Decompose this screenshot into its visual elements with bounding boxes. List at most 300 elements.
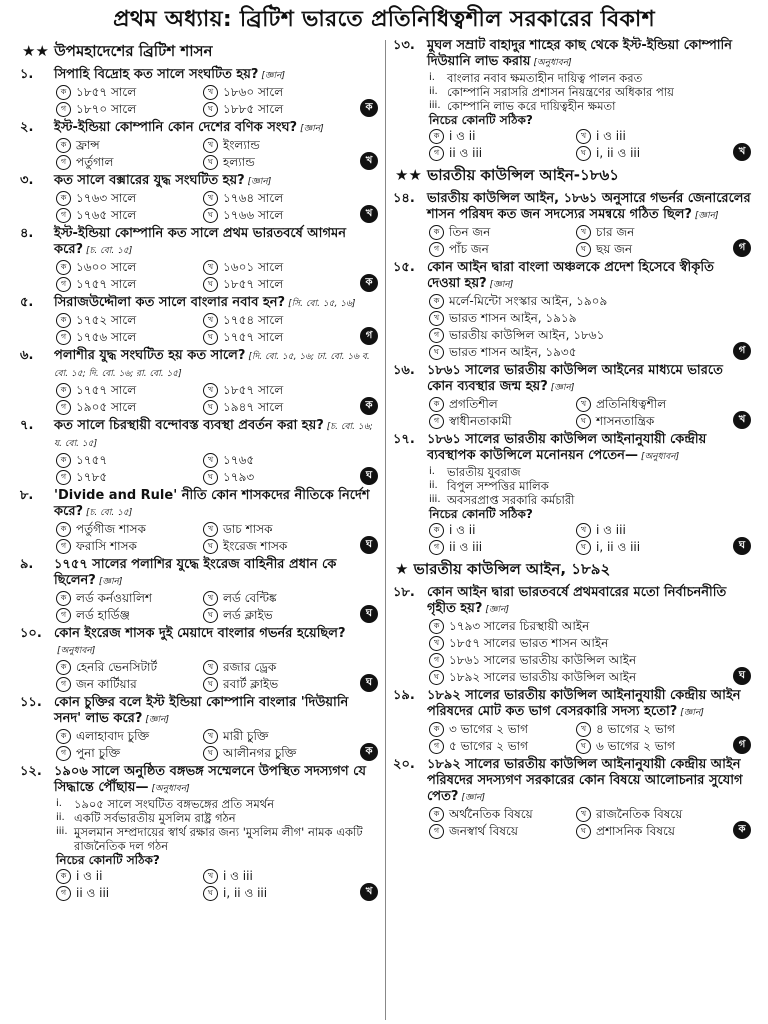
- question: [20, 173, 378, 223]
- question-number: ১৬.: [393, 363, 415, 378]
- option-letter: খ: [203, 191, 218, 206]
- question-row: [20, 120, 378, 137]
- question-row: [393, 757, 751, 806]
- statement-text: কোম্পানি লাভ করে দায়িত্বহীন ক্ষমতা: [447, 99, 616, 113]
- question-number: ৩.: [20, 173, 34, 188]
- option: [203, 885, 350, 901]
- option: [203, 137, 350, 153]
- question-number: ৪.: [20, 226, 34, 241]
- question-number: ১৭.: [393, 432, 415, 447]
- option: [203, 728, 350, 744]
- answer-badge: ঘ: [360, 605, 378, 623]
- option-text: লর্ড ক্লাইভ: [223, 608, 273, 622]
- option: [56, 469, 203, 485]
- option-letter: গ: [429, 540, 444, 555]
- option-letter: ক: [56, 591, 71, 606]
- option-letter: ঘ: [203, 277, 218, 292]
- option-text: ভারত শাসন আইন, ১৯৩৫: [449, 345, 577, 359]
- option-letter: ঘ: [203, 208, 218, 223]
- statement: [56, 825, 378, 853]
- option-letter: গ: [56, 400, 71, 415]
- option: [203, 154, 350, 170]
- option-text: ১৮৫৭ সালের ভারত শাসন আইন: [449, 636, 609, 650]
- option-letter: খ: [203, 383, 218, 398]
- question-stem: কত সালে বক্সারের যুদ্ধ সংঘটিত হয়?: [54, 173, 245, 188]
- question-prompt: নিচের কোনটি সঠিক?: [429, 113, 533, 127]
- section-heading: ★★ উপমহাদেশের ব্রিটিশ শাসন: [22, 42, 213, 60]
- option: [56, 590, 203, 606]
- option: [203, 259, 350, 275]
- option: [203, 207, 350, 223]
- question-stem: পলাশীর যুদ্ধ সংঘটিত হয় কত সালে?: [54, 348, 246, 363]
- option: [203, 84, 350, 100]
- option-letter: খ: [203, 522, 218, 537]
- question-row: [20, 226, 378, 259]
- option-text: ১৭৯৩: [223, 470, 255, 484]
- option-letter: খ: [429, 636, 444, 651]
- question-tag: [জ্ঞান]: [145, 715, 169, 725]
- option: [203, 452, 350, 468]
- question-text: [427, 688, 751, 721]
- option-text: পুনা চুক্তি: [76, 746, 121, 760]
- question-tag: [দি. বো. ১৫, ১৬; ঢা. বো. ১৬ ব. বো. ১৫; দি. বো. ১৬; রা. বো. ১৫]: [54, 352, 370, 379]
- option: [576, 128, 723, 144]
- option-text: ১৯৪৭ সালে: [223, 400, 284, 414]
- option: [203, 101, 350, 117]
- answer-badge: ঘ: [733, 667, 751, 685]
- option-text: ১৭৬৫ সালে: [76, 208, 137, 222]
- statement-list: [56, 797, 378, 853]
- question-tag: [চ. বো. ১৫]: [86, 508, 133, 518]
- question-row: [20, 626, 378, 659]
- option-text: লর্ড বেন্টিঙ্ক: [223, 591, 277, 605]
- option: [429, 310, 723, 326]
- option-letter: ক: [429, 225, 444, 240]
- option: [203, 382, 350, 398]
- question-text: [54, 418, 378, 452]
- option-text: i ও ii: [76, 869, 103, 883]
- question-row: [20, 348, 378, 382]
- option: [56, 676, 203, 692]
- option: [56, 190, 203, 206]
- option-text: ১৯০৫ সালে: [76, 400, 137, 414]
- question-text: [54, 120, 378, 137]
- question-row: [20, 488, 378, 521]
- option-text: ইংল্যান্ড: [223, 138, 260, 152]
- option-letter: খ: [576, 225, 591, 240]
- question-stem: ইস্ট-ইন্ডিয়া কোম্পানি কত সালে প্রথম ভারতবর্ষে আগমন করে?: [54, 226, 346, 257]
- option-text: i ও iii: [596, 129, 626, 143]
- statement-number: iii.: [429, 100, 441, 111]
- question-row: [20, 418, 378, 452]
- answer-badge: ক: [360, 743, 378, 761]
- option-text: পাঁচ জন: [449, 242, 489, 256]
- question-stem: কোন চুক্তির বলে ইস্ট ইন্ডিয়া কোম্পানি বাংলার 'দিউয়ানি সনদ' লাভ করে?: [54, 695, 349, 726]
- option: [203, 190, 350, 206]
- option-text: অর্থনৈতিক বিষয়ে: [449, 807, 533, 821]
- option-letter: গ: [56, 886, 71, 901]
- section-heading: ★ ভারতীয় কাউন্সিল আইন, ১৮৯২: [395, 560, 611, 578]
- option-text: ফরাসি শাসক: [76, 539, 137, 553]
- question: [20, 348, 378, 415]
- question: [20, 557, 378, 623]
- question-text: [54, 626, 378, 659]
- question-text: [427, 757, 751, 806]
- question-number: ৮.: [20, 488, 34, 503]
- question-stem: ১৮৬১ সালের ভারতীয় কাউন্সিল আইনানুযায়ী কেন্দ্রীয় ব্যবস্থাপক কাউন্সিলে মনোনয়ন পেতেন—: [427, 432, 707, 463]
- option-letter: ক: [56, 138, 71, 153]
- question-number: ১৯.: [393, 688, 415, 703]
- option-list: [56, 190, 350, 223]
- option-letter: গ: [429, 653, 444, 668]
- option-letter: গ: [56, 470, 71, 485]
- option-text: ১৭৯৩ সালের চিরস্থায়ী আইন: [449, 619, 590, 633]
- option: [203, 590, 350, 606]
- option-letter: খ: [203, 85, 218, 100]
- statement-text: অবসরপ্রাপ্ত সরকারি কর্মচারী: [447, 493, 575, 507]
- question-stem: ১৯০৬ সালে অনুষ্ঠিত বঙ্গভঙ্গ সম্মেলনে উপস্থিত সদস্যগণ যে সিদ্ধান্তে পৌঁছায়—: [54, 764, 366, 795]
- answer-badge: খ: [360, 205, 378, 223]
- option-text: ১৬০১ সালে: [223, 260, 284, 274]
- option-text: ফ্রান্স: [76, 138, 100, 152]
- statement: [429, 71, 751, 85]
- option: [576, 145, 723, 161]
- question-text: [427, 363, 751, 396]
- question-stem: ১৮৯২ সালের ভারতীয় কাউন্সিল আইনানুযায়ী কেন্দ্রীয় আইন পরিষদের সদস্যগণ সরকারের কোন বিষয়ে আলোচনার সুযোগ পেত?: [427, 757, 743, 804]
- option-letter: গ: [56, 155, 71, 170]
- question: [393, 191, 751, 257]
- question-tag: [জ্ঞান]: [261, 71, 286, 81]
- question-row: [393, 688, 751, 721]
- statement-list: [429, 465, 751, 507]
- option: [56, 207, 203, 223]
- question-row: [20, 295, 378, 312]
- option-letter: ক: [56, 313, 71, 328]
- option-letter: ঘ: [576, 414, 591, 429]
- option: [203, 312, 350, 328]
- option-letter: ক: [56, 191, 71, 206]
- answer-badge: ঘ: [733, 537, 751, 555]
- option-text: ১৭৬৬ সালে: [223, 208, 284, 222]
- statement-number: iii.: [429, 494, 441, 505]
- column-divider: [385, 40, 386, 1020]
- option-text: লর্ড কর্নওয়ালিশ: [76, 591, 153, 605]
- option-list: [56, 259, 350, 292]
- answer-badge: খ: [360, 883, 378, 901]
- option-text: জন কার্টিয়ার: [76, 677, 137, 691]
- answer-badge: ঘ: [360, 467, 378, 485]
- option: [429, 396, 576, 412]
- option-letter: গ: [429, 242, 444, 257]
- statement: [429, 493, 751, 507]
- option-letter: ঘ: [576, 146, 591, 161]
- option-text: এলাহাবাদ চুক্তি: [76, 729, 150, 743]
- question: [393, 757, 751, 839]
- answer-badge: ক: [360, 99, 378, 117]
- option-letter: ক: [56, 660, 71, 675]
- option: [429, 327, 723, 343]
- option-text: ১৮৭০ সালে: [76, 102, 137, 116]
- question-row: [393, 432, 751, 465]
- question-row: [393, 191, 751, 224]
- question-row: [20, 67, 378, 84]
- option-letter: ঘ: [203, 400, 218, 415]
- question: [393, 260, 751, 360]
- question-text: [427, 38, 751, 71]
- question-number: ১৪.: [393, 191, 415, 206]
- option-list: [56, 382, 350, 415]
- question-tag: [চ. বো. ১৬; য. বো. ১৫]: [54, 422, 373, 449]
- option-list: [56, 137, 350, 170]
- question-text: [54, 226, 378, 259]
- option-list: [56, 659, 350, 692]
- section-heading: ★★ ভারতীয় কাউন্সিল আইন-১৮৬১: [395, 166, 619, 184]
- option: [203, 399, 350, 415]
- question-tag: [জ্ঞান]: [680, 708, 704, 718]
- question-row: [20, 764, 378, 797]
- option-text: স্বাধীনতাকামী: [449, 414, 512, 428]
- option-text: ৩ ভাগের ২ ভাগ: [449, 722, 529, 736]
- option: [203, 469, 350, 485]
- option-letter: ক: [429, 129, 444, 144]
- statement: [429, 465, 751, 479]
- question: [20, 626, 378, 692]
- option-text: প্রতিনিধিত্বশীল: [596, 397, 667, 411]
- question-tag: [অনুধাবন]: [57, 646, 96, 656]
- answer-badge: খ: [733, 143, 751, 161]
- option-text: ৫ ভাগের ২ ভাগ: [449, 739, 529, 753]
- option: [429, 823, 576, 839]
- option: [576, 539, 723, 555]
- option-letter: খ: [203, 729, 218, 744]
- option-letter: ক: [56, 729, 71, 744]
- answer-badge: ক: [733, 821, 751, 839]
- option: [56, 399, 203, 415]
- option-text: মর্লে-মিন্টো সংস্কার আইন, ১৯০৯: [449, 294, 608, 308]
- option: [576, 522, 723, 538]
- question-text: [427, 585, 751, 618]
- option-letter: ক: [429, 294, 444, 309]
- question-stem: সিপাহি বিদ্রোহ কত সালে সংঘটিত হয়?: [54, 67, 259, 82]
- question-tag: [অনুধাবন]: [640, 452, 680, 462]
- option-text: ১৭৫৬ সালে: [76, 330, 137, 344]
- question-number: ১৮.: [393, 585, 415, 600]
- question-tag: [জ্ঞান]: [300, 124, 324, 134]
- option: [56, 276, 203, 292]
- option-letter: গ: [429, 824, 444, 839]
- question-number: ২.: [20, 120, 34, 135]
- option-text: i ও ii: [449, 129, 476, 143]
- option: [576, 241, 723, 257]
- option: [576, 396, 723, 412]
- answer-badge: খ: [733, 411, 751, 429]
- option-text: ১৭৮৫: [76, 470, 108, 484]
- option: [203, 276, 350, 292]
- question: [20, 120, 378, 170]
- statement-number: i.: [429, 72, 435, 83]
- option-list: [429, 721, 723, 754]
- option-letter: খ: [576, 722, 591, 737]
- option-letter: খ: [203, 660, 218, 675]
- answer-badge: ঘ: [360, 674, 378, 692]
- option: [203, 868, 350, 884]
- question-stem: কোন আইন দ্বারা বাংলা অঞ্চলকে প্রদেশ হিসেবে স্বীকৃতি দেওয়া হয়?: [427, 260, 714, 291]
- statement: [56, 797, 378, 811]
- question: [20, 695, 378, 761]
- option-letter: গ: [56, 208, 71, 223]
- question-number: ৯.: [20, 557, 34, 572]
- statement-number: i.: [56, 798, 62, 809]
- option: [56, 329, 203, 345]
- left-column: [20, 38, 378, 904]
- option-list: [56, 521, 350, 554]
- option-letter: খ: [429, 311, 444, 326]
- question-prompt: নিচের কোনটি সঠিক?: [56, 853, 160, 867]
- option: [429, 522, 576, 538]
- question-text: [54, 295, 378, 312]
- option-letter: খ: [576, 129, 591, 144]
- answer-badge: ক: [360, 397, 378, 415]
- option-letter: ক: [56, 85, 71, 100]
- question: [20, 67, 378, 117]
- option-letter: ঘ: [576, 540, 591, 555]
- option-letter: ঘ: [429, 670, 444, 685]
- option-letter: খ: [203, 260, 218, 275]
- question: [20, 488, 378, 554]
- question: [393, 585, 751, 685]
- question: [393, 432, 751, 555]
- option-letter: ঘ: [429, 345, 444, 360]
- question-prompt: নিচের কোনটি সঠিক?: [429, 507, 533, 521]
- option-text: ১৮৫৭ সালে: [223, 277, 284, 291]
- option-letter: ঘ: [203, 677, 218, 692]
- option-text: i, ii ও iii: [223, 886, 268, 900]
- option: [56, 382, 203, 398]
- option-letter: গ: [56, 746, 71, 761]
- option-list: [56, 868, 350, 901]
- option: [429, 293, 723, 309]
- statement-text: ১৯০৫ সালে সংঘটিত বঙ্গভঙ্গের প্রতি সমর্থন: [74, 797, 275, 811]
- option-text: রাজনৈতিক বিষয়ে: [596, 807, 683, 821]
- option: [56, 728, 203, 744]
- question-tag: [চ. বো. ১৫]: [86, 246, 133, 256]
- option: [429, 128, 576, 144]
- option: [203, 607, 350, 623]
- option-text: প্রগতিশীল: [449, 397, 498, 411]
- question: [393, 38, 751, 161]
- option-list: [429, 806, 723, 839]
- question-number: ১২.: [20, 764, 42, 779]
- option-text: হেনরি ভেনসিটার্ট: [76, 660, 158, 674]
- option: [576, 224, 723, 240]
- option-text: i ও iii: [596, 523, 626, 537]
- option: [429, 669, 723, 685]
- option: [429, 635, 723, 651]
- option: [203, 745, 350, 761]
- option-text: পর্তুগাল: [76, 155, 114, 169]
- question: [20, 418, 378, 485]
- option: [429, 344, 723, 360]
- option: [56, 868, 203, 884]
- option-letter: খ: [203, 138, 218, 153]
- option-list: [56, 84, 350, 117]
- option-letter: খ: [576, 523, 591, 538]
- option-text: ১৭৬৩ সালে: [76, 191, 137, 205]
- question-number: ১৩.: [393, 38, 415, 53]
- option-text: ii ও iii: [76, 886, 110, 900]
- question: [20, 764, 378, 901]
- option-letter: ক: [429, 722, 444, 737]
- option-text: চার জন: [596, 225, 635, 239]
- option-text: ১৮৬১ সালের ভারতীয় কাউন্সিল আইন: [449, 653, 637, 667]
- option-list: [429, 618, 723, 685]
- option: [56, 659, 203, 675]
- statement-number: ii.: [429, 480, 438, 491]
- option-text: ১৭৫৪ সালে: [223, 313, 284, 327]
- question-row: [393, 260, 751, 293]
- question-number: ৬.: [20, 348, 34, 363]
- option-text: ছয় জন: [596, 242, 633, 256]
- question-tag: [জ্ঞান]: [485, 605, 510, 615]
- option-text: ১৮৬০ সালে: [223, 85, 284, 99]
- question-tag: [জ্ঞান]: [247, 177, 272, 187]
- option: [56, 259, 203, 275]
- option: [576, 823, 723, 839]
- option-letter: গ: [56, 330, 71, 345]
- option-list: [429, 224, 723, 257]
- option-letter: ঘ: [203, 746, 218, 761]
- statement-text: ভারতীয় যুবরাজ: [447, 465, 521, 479]
- option-text: ৪ ভাগের ২ ভাগ: [596, 722, 676, 736]
- option-text: ডাচ শাসক: [223, 522, 273, 536]
- question-row: [393, 363, 751, 396]
- option-letter: ঘ: [576, 242, 591, 257]
- option-list: [56, 312, 350, 345]
- option-letter: ক: [56, 383, 71, 398]
- option-text: আলীনগর চুক্তি: [223, 746, 297, 760]
- option-text: ভারত শাসন আইন, ১৯১৯: [449, 311, 577, 325]
- question: [393, 363, 751, 429]
- option-text: ii ও iii: [449, 540, 483, 554]
- option-letter: খ: [203, 453, 218, 468]
- question-tag: [অনুধাবন]: [151, 784, 190, 794]
- question-text: [54, 764, 378, 797]
- option: [56, 607, 203, 623]
- question-text: [54, 557, 378, 590]
- question-stem: ১৮৯২ সালের ভারতীয় কাউন্সিল আইনানুযায়ী কেন্দ্রীয় আইন পরিষদের মোট কত ভাগ বেসরকারি সদস্য হতো?: [427, 688, 741, 719]
- option-list: [56, 590, 350, 623]
- question-number: ১.: [20, 67, 34, 82]
- option-text: ১৮৫৭ সালে: [76, 85, 137, 99]
- option-letter: গ: [429, 414, 444, 429]
- question-tag: [জ্ঞান]: [694, 211, 719, 221]
- option-text: ১৭৬৫: [223, 453, 255, 467]
- question-text: [427, 191, 751, 224]
- option: [56, 452, 203, 468]
- option-text: ভারতীয় কাউন্সিল আইন, ১৮৬১: [449, 328, 605, 342]
- option: [56, 745, 203, 761]
- statement-text: একটি সর্বভারতীয় মুসলিম রাষ্ট্র গঠন: [74, 811, 236, 825]
- option-text: ইংরেজ শাসক: [223, 539, 288, 553]
- option-text: তিন জন: [449, 225, 491, 239]
- option-letter: ক: [56, 260, 71, 275]
- statement-text: মুসলমান সম্প্রদায়ের স্বার্থ রক্ষার জন্য 'মুসলিম লীগ' নামক একটি রাজনৈতিক দল গঠন: [74, 825, 363, 853]
- question-number: ১০.: [20, 626, 42, 641]
- option-letter: গ: [429, 739, 444, 754]
- question-row: [20, 557, 378, 590]
- option-letter: ঘ: [576, 739, 591, 754]
- option-letter: ক: [429, 807, 444, 822]
